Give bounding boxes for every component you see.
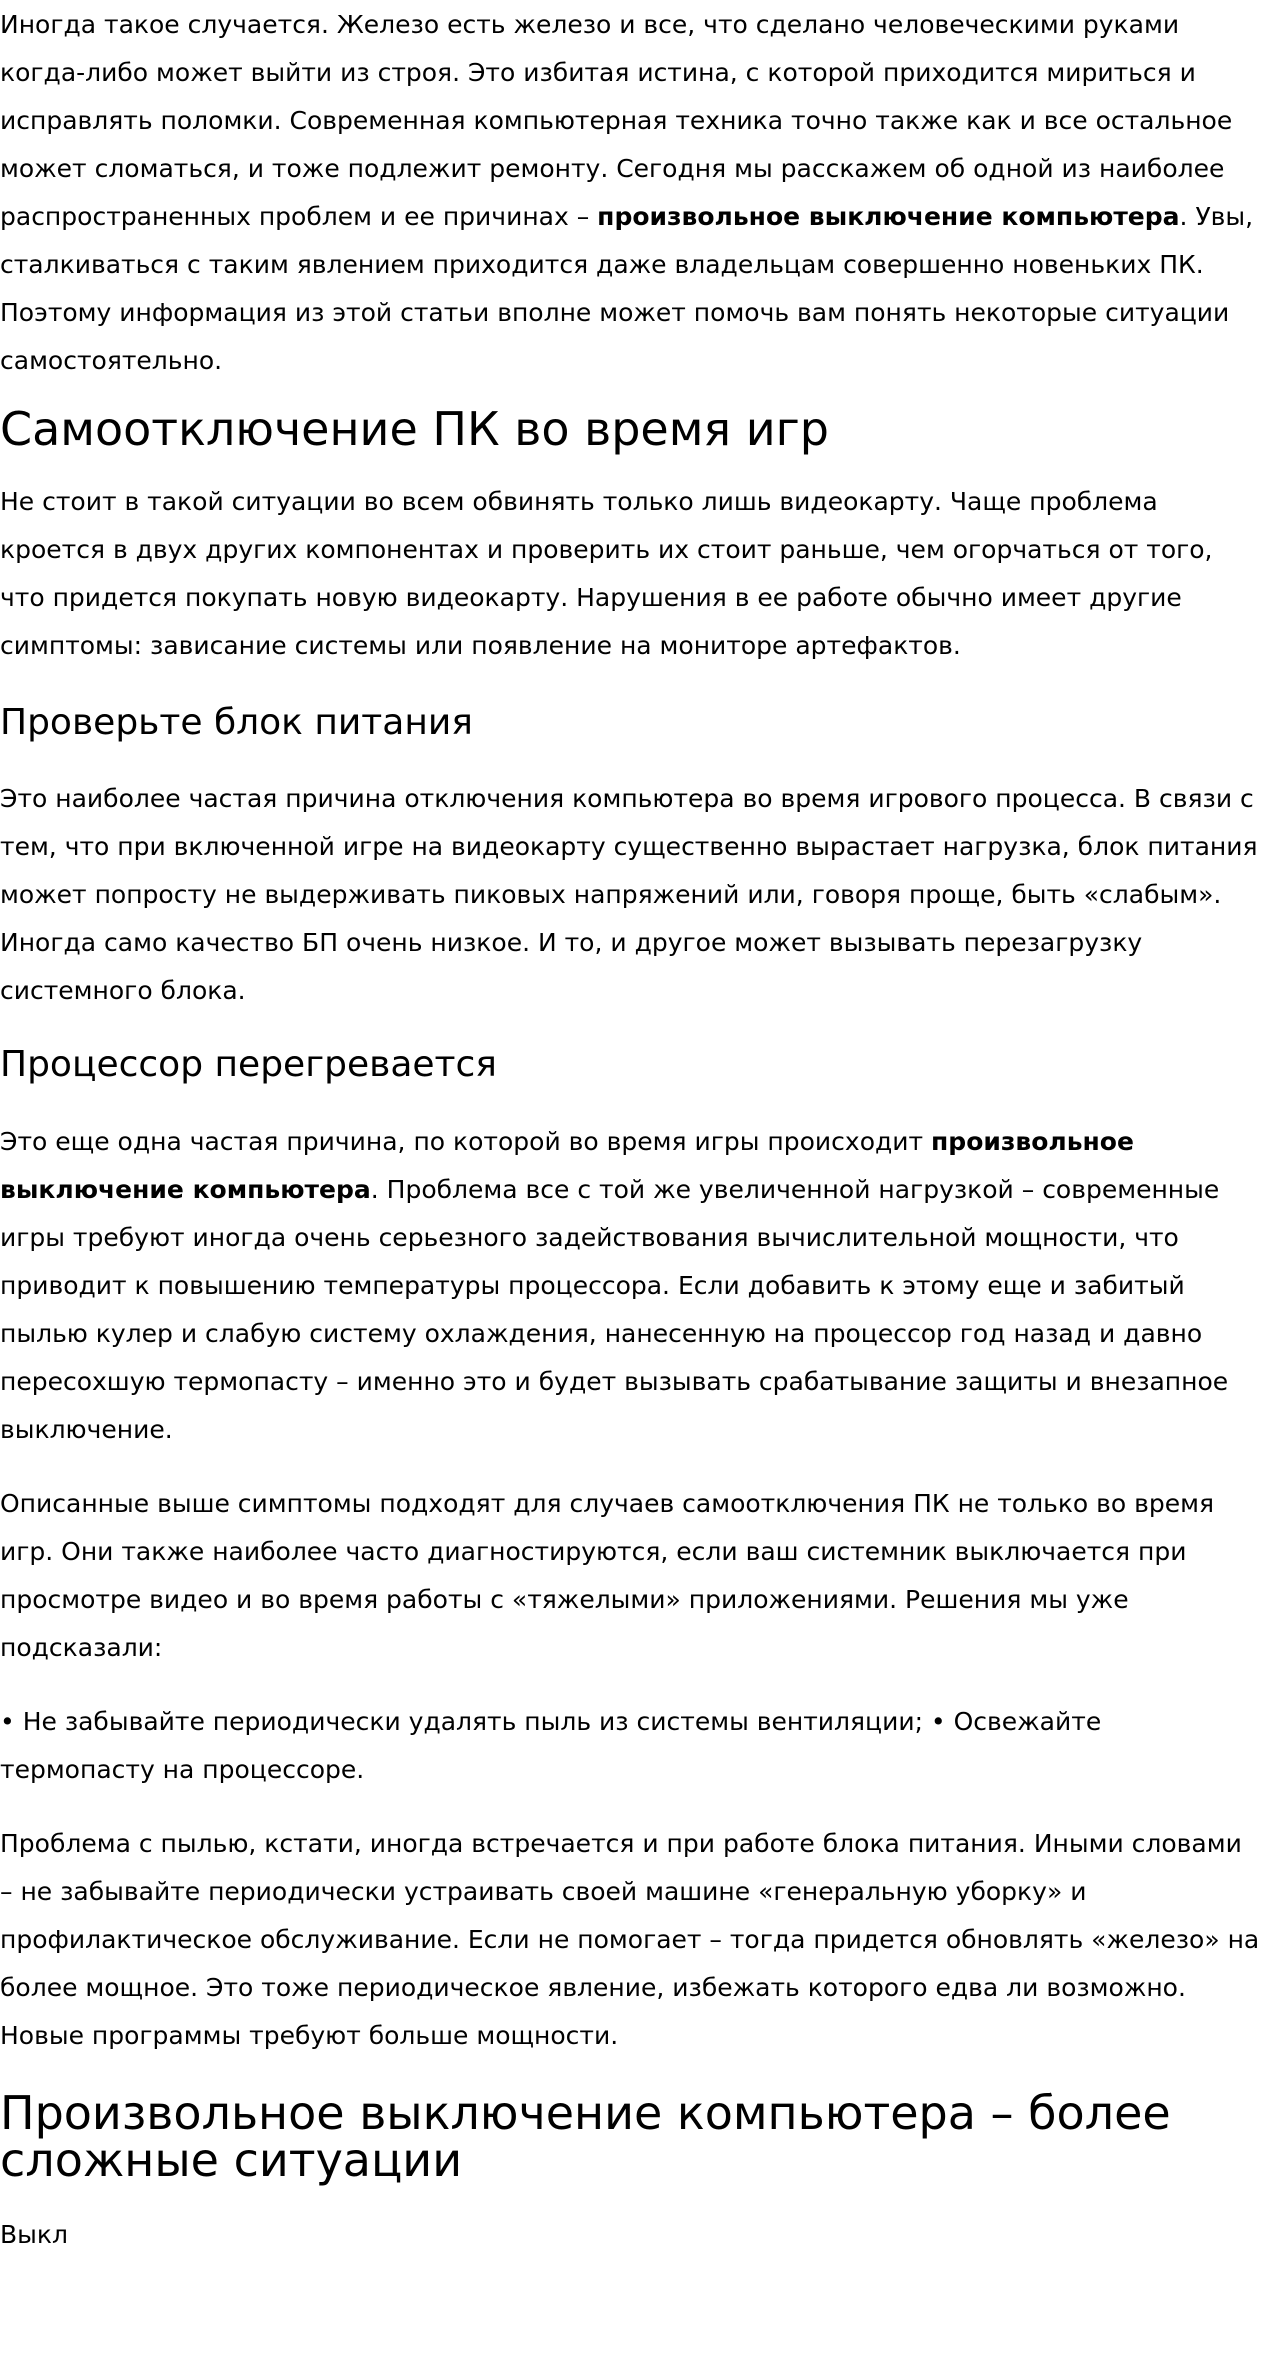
psu-paragraph: Это наиболее частая причина отключения компьютера во время игрового процесса. В связи с тем, что при включенной игре на видеокарту существенно вырастает нагрузка, блок питания может попросту не выдерживать пиковых напряжений или, говоря проще, быть «слабым». Иногда само качество БП очень низкое. И то, и другое может вызывать перезагрузку системного блока. xyxy=(0,784,1258,1005)
subheading-psu: Проверьте блок питания xyxy=(0,702,473,743)
cpu-bold-phrase: произвольное выключение компьютера xyxy=(0,1127,1134,1204)
complex-paragraph-start: Выкл xyxy=(0,2220,68,2249)
subheading-cpu: Процессор перегревается xyxy=(0,1044,497,1085)
intro-bold-phrase: произвольное выключение компьютера xyxy=(597,202,1180,231)
games-paragraph: Не стоит в такой ситуации во всем обвинять только лишь видеокарту. Чаще проблема кроется в двух других компонентах и проверить их стоит раньше, чем огорчаться от того, что придется покупать новую видеокарту. Нарушения в ее работе обычно имеет другие симптомы: зависание системы или появление на мониторе артефактов. xyxy=(0,487,1213,660)
intro-paragraph xyxy=(0,1,1262,385)
intro-text-before: Иногда такое случается. Железо есть железо и все, что сделано человеческими руками когда-либо может выйти из строя. Это избитая истина, с которой приходится мириться и исправлять поломки. Современная компьютерная техника точно также как и все остальное может сломаться, и тоже подлежит ремонту. Сегодня мы расскажем об одной из наиболее распространенных проблем и ее причинах – xyxy=(0,10,1233,231)
cpu-text-after: . Проблема все с той же увеличенной нагрузкой – современные игры требуют иногда очень серьезного задействования вычислительной мощности, что приводит к повышению температуры процессора. Если добавить к этому еще и забитый пылью кулер и слабую систему охлаждения, нанесенную на процессор год назад и давно пересохшую термопасту – именно это и будет вызывать срабатывание защиты и внезапное выключение. xyxy=(0,1175,1229,1444)
cpu-paragraph xyxy=(0,1118,1262,1454)
article-body xyxy=(0,1,1262,2259)
symptoms-paragraph: Описанные выше симптомы подходят для случаев самоотключения ПК не только во время игр. Они также наиболее часто диагностируются, если ваш системник выключается при просмотре видео и во время работы с «тяжелыми» приложениями. Решения мы уже подсказали: xyxy=(0,1489,1215,1662)
cpu-text-before: Это еще одна частая причина, по которой во время игры происходит xyxy=(0,1127,932,1156)
dust-paragraph: Проблема с пылью, кстати, иногда встречается и при работе блока питания. Иными словами – не забывайте периодически устраивать своей машине «генеральную уборку» и профилактическое обслуживание. Если не помогает – тогда придется обновлять «железо» на более мощное. Это тоже периодическое явление, избежать которого едва ли возможно. Новые программы требуют больше мощности. xyxy=(0,1829,1260,2050)
intro-text-after: . Увы, сталкиваться с таким явлением приходится даже владельцам совершенно новеньких ПК. Поэтому информация из этой статьи вполне может помочь вам понять некоторые ситуации самостоятельно. xyxy=(0,202,1254,375)
section-heading-games: Самоотключение ПК во время игр xyxy=(0,402,829,456)
tips-list: • Не забывайте периодически удалять пыль из системы вентиляции; • Освежайте термопасту на процессоре. xyxy=(0,1707,1102,1784)
section-heading-complex: Произвольное выключение компьютера – более сложные ситуации xyxy=(0,2086,1171,2187)
